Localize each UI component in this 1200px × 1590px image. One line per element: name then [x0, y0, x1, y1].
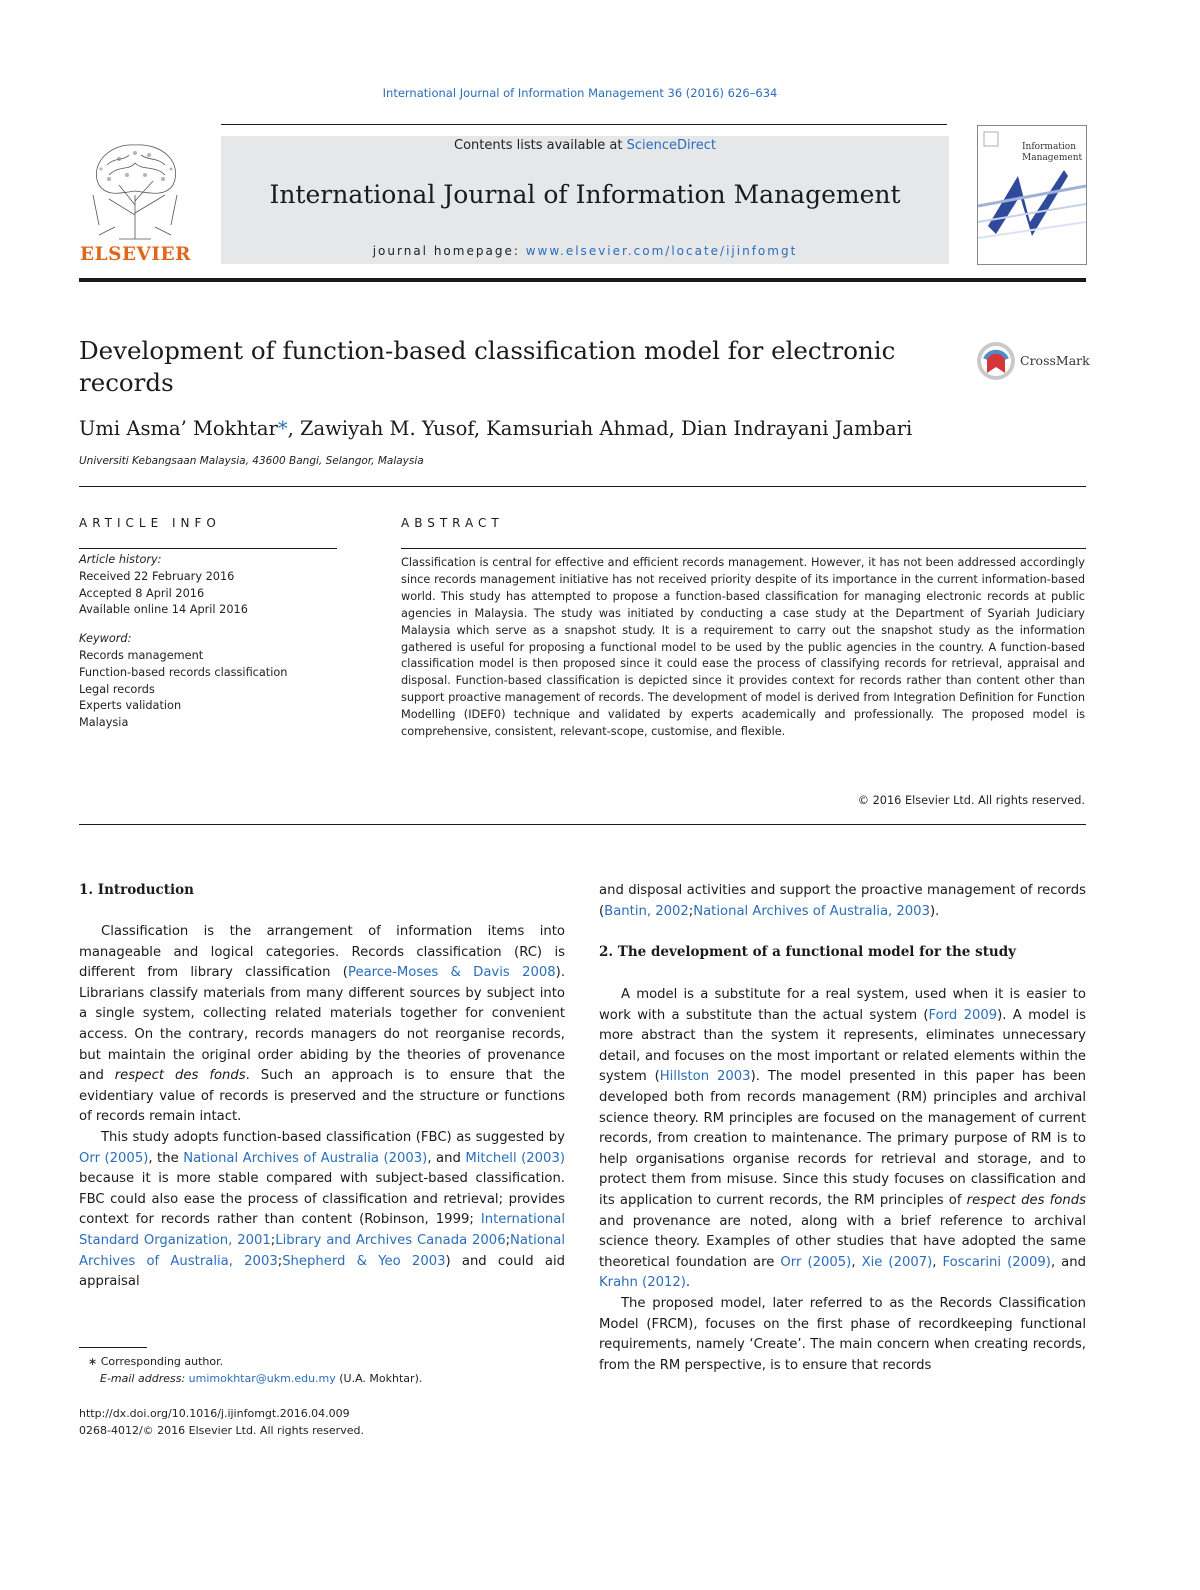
ref-naa[interactable]: National Archives of Australia (2003) — [183, 1150, 428, 1166]
ref-orr-2[interactable]: Orr (2005) — [780, 1254, 852, 1270]
article-history — [79, 552, 349, 732]
header-bottom-rule — [79, 278, 1086, 282]
issn-line: 0268-4012/© 2016 Elsevier Ltd. All rights reserved. — [79, 1424, 364, 1437]
ref-orr[interactable]: Orr (2005) — [79, 1150, 149, 1166]
ref-iso[interactable]: International Standard Organization, 2001 — [79, 1212, 565, 1248]
cover-title: Information Management — [1022, 142, 1083, 163]
abstract-bottom-rule — [79, 824, 1086, 825]
ref-lac[interactable]: Library and Archives Canada 2006 — [275, 1232, 506, 1248]
section-2-body — [599, 985, 1086, 1376]
section-1-continued — [599, 881, 1086, 922]
ref-xie[interactable]: Xie (2007) — [861, 1254, 933, 1270]
keyword-item: Legal records — [79, 682, 155, 696]
crossmark-icon — [976, 339, 1020, 383]
header-top-rule — [221, 124, 947, 125]
ref-krahn[interactable]: Krahn (2012) — [599, 1275, 686, 1291]
ref-shepherd-yeo[interactable]: Shepherd & Yeo 2003 — [282, 1253, 446, 1269]
abstract-top-rule — [401, 548, 1086, 549]
email-link[interactable]: umimokhtar@ukm.edu.my — [188, 1372, 336, 1385]
article-info-rule — [79, 548, 337, 549]
contents-line: Contents lists available at ScienceDirect — [454, 138, 716, 153]
footnote-corresponding: ∗ Corresponding author. — [88, 1355, 224, 1368]
keyword-item: Experts validation — [79, 699, 182, 713]
section-1-heading: 1. Introduction — [79, 882, 194, 898]
section-2-paragraph-2: The proposed model, later referred to as the Records Classification Model (FRCM), focuses on the first phase of recordkeeping functional requirements, namely ‘Create’. The main concern when creating records, from the RM perspective, is to ensure that records — [599, 1295, 1086, 1373]
corresponding-author-mark[interactable]: * — [277, 417, 288, 440]
keyword-label: Keyword: — [79, 632, 132, 646]
journal-homepage: journal homepage: www.elsevier.com/locate/ijinfomgt — [372, 244, 798, 258]
article-info-heading: ARTICLE INFO — [79, 516, 221, 530]
abstract-copyright: © 2016 Elsevier Ltd. All rights reserved. — [857, 794, 1085, 807]
journal-cover-thumbnail — [977, 125, 1087, 265]
title-bottom-rule — [79, 486, 1086, 487]
ref-bantin[interactable]: Bantin, 2002 — [604, 903, 689, 919]
affiliation: Universiti Kebangsaan Malaysia, 43600 Bangi, Selangor, Malaysia — [79, 455, 424, 467]
section-2-paragraph-1: A model is a substitute for a real system, used when it is easier to work with a substitute than the actual system (Ford 2009). A model is more abstract than the system it represents, eliminates unnecessary detail, and focuses on the most important or related elements within the system (Hillston 2003). The model presented in this paper has been developed both from records management (RM) principles and archival science theory. RM principles are focused on the management of current records, from creation to maintenance. The primary purpose of RM is to help organisations organise records for retrieval and storage, and to protect them from misuse. Since this study focuses on classification and its application to current records, the RM principles of respect des fonds and provenance are noted, along with a brief reference to archival science theory. Examples of other studies that have adopted the same theoretical foundation are Orr (2005), Xie (2007), Foscarini (2009), and Krahn (2012). — [599, 987, 1086, 1291]
journal-citation[interactable]: International Journal of Information Management 36 (2016) 626–634 — [382, 86, 778, 100]
section-2-heading: 2. The development of a functional model for the study — [599, 944, 1017, 960]
ref-ford[interactable]: Ford 2009 — [928, 1007, 998, 1023]
accepted-date: Accepted 8 April 2016 — [79, 586, 205, 600]
keyword-item: Function-based records classification — [79, 665, 288, 679]
footnote-email: E-mail address: umimokhtar@ukm.edu.my (U.A. Mokhtar). — [100, 1372, 423, 1385]
abstract-heading: ABSTRACT — [401, 516, 504, 530]
ref-pearce-moses[interactable]: Pearce-Moses & Davis 2008 — [347, 965, 556, 981]
received-date: Received 22 February 2016 — [79, 569, 235, 583]
footnote-rule — [79, 1347, 147, 1348]
ref-naa-2[interactable]: National Archives of Australia, 2003 — [79, 1232, 565, 1269]
abstract-text: Classification is central for effective and efficient records management. However, it has not been addressed accordingly since records management initiative has not received priority despite of its importance in the current information-based world. This study has attempted to propose a function-based classification for managing electronic records at public agencies in Malaysia. The study was initiated by conducting a case study at the Department of Syariah Judiciary Malaysia which serve as a snapshot study. It is a requirement to carry out the snapshot study as the information gathered is useful for proposing a functional model to be used by the public agencies in the country. A function-based classification model is then proposed since it could ease the process of classifying records for retrieval, appraisal and disposal. Function-based classification is depicted since it provides context for records rather than content other than support proactive management of records. The development of model is derived from Integration Definition for Function Modelling (IDEF0) technique and validated by experts academically and professionally. The proposed model is comprehensive, consistent, relevant-scope, customise, and flexible. — [401, 556, 1085, 739]
keyword-item: Malaysia — [79, 716, 129, 730]
ref-naa-3[interactable]: National Archives of Australia, 2003 — [693, 903, 930, 919]
crossmark-badge[interactable] — [976, 339, 1088, 383]
continued-paragraph: and disposal activities and support the proactive management of records (Bantin, 2002;National Archives of Australia, 2003). — [599, 883, 1086, 919]
elsevier-wordmark: ELSEVIER — [79, 244, 192, 265]
keyword-item: Records management — [79, 648, 204, 662]
journal-title: International Journal of Information Management — [269, 180, 901, 209]
sciencedirect-link[interactable]: ScienceDirect — [626, 138, 716, 153]
introduction-body — [79, 922, 565, 1293]
history-label: Article history: — [79, 553, 162, 566]
crossmark-label: CrossMark — [1020, 353, 1090, 368]
intro-paragraph-1: Classification is the arrangement of information items into manageable and logical categories. Records classification (RC) is different from library classification (Pearce-Moses & Davis 2008). Librarians classify materials from many different sources by subject into a single system, collecting related materials together for convenient access. On the contrary, records managers do not reorganise records, but maintain the original order abiding by the theories of provenance and respect des fonds. Such an approach is to ensure that the evidentiary value of records is preserved and the structure or functions of records remain intact. — [79, 924, 566, 1125]
intro-paragraph-2: This study adopts function-based classification (FBC) as suggested by Orr (2005), the National Archives of Australia (2003), and Mitchell (2003) because it is more stable compared with subject-based classification. FBC could also ease the process of classification and retrieval; provides context for records rather than content (Robinson, 1999; International Standard Organization, 2001;Library and Archives Canada 2006;National Archives of Australia, 2003;Shepherd & Yeo 2003) and could aid appraisal — [79, 1129, 565, 1290]
author-list: Umi Asma’ Mokhtar*, Zawiyah M. Yusof, Kamsuriah Ahmad, Dian Indrayani Jambari — [79, 417, 913, 440]
ref-foscarini[interactable]: Foscarini (2009) — [942, 1254, 1051, 1270]
online-date: Available online 14 April 2016 — [79, 603, 248, 617]
ref-mitchell[interactable]: Mitchell (2003) — [465, 1150, 565, 1166]
doi-link[interactable]: http://dx.doi.org/10.1016/j.ijinfomgt.2016.04.009 — [79, 1407, 350, 1420]
homepage-link[interactable]: www.elsevier.com/locate/ijinfomgt — [525, 244, 798, 258]
ref-hillston[interactable]: Hillston 2003 — [659, 1069, 751, 1085]
paper-title: Development of function-based classification model for electronic records — [79, 336, 896, 397]
